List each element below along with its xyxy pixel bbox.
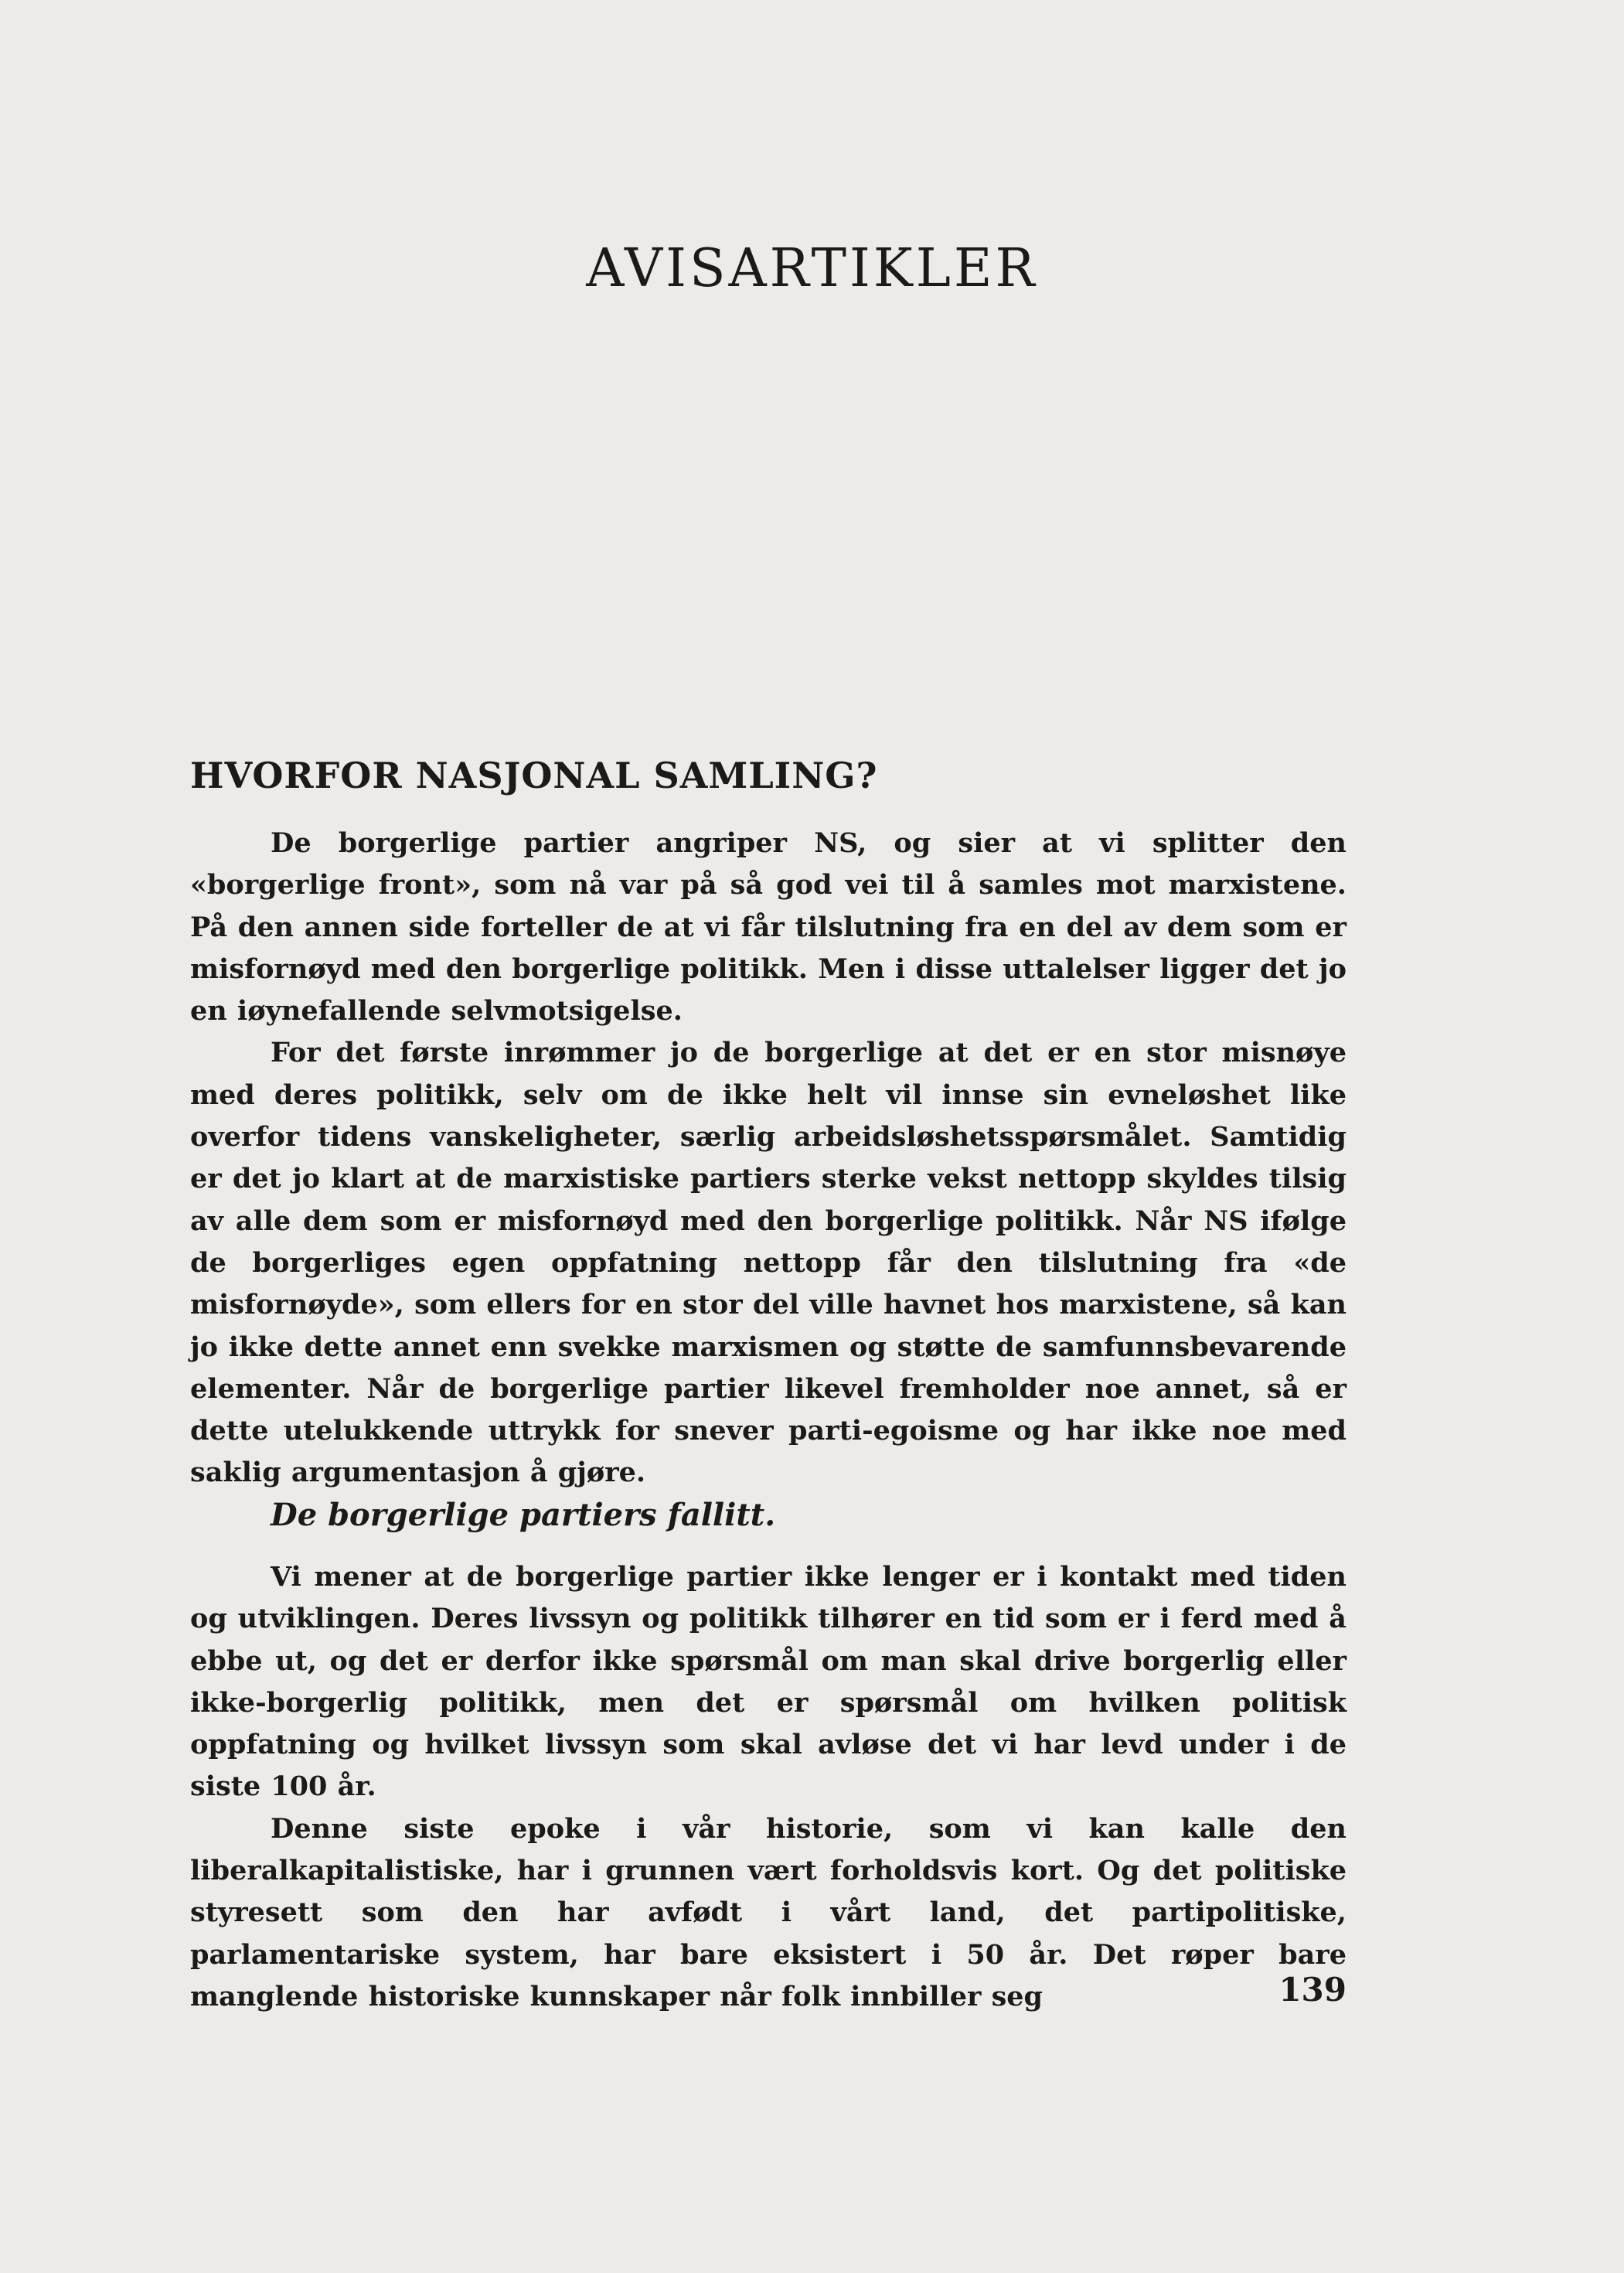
- article-body-part-2: [190, 1556, 1347, 2018]
- subheading: De borgerlige partiers fallitt.: [271, 1497, 776, 1533]
- paragraph: Denne siste epoke i vår historie, som vi kan kalle den liberalkapitalistiske, har i grunnen vært forholdsvis kort. Og det politiske styresett som den har avfødt i vårt land, det partipolitiske, parlamentariske system, har bare eksistert i 50 år. Det røper bare manglende historiske kunnskaper når folk innbiller seg: [190, 1812, 1347, 2012]
- page-number: 139: [1278, 1971, 1347, 2009]
- section-title: AVISARTIKLER: [586, 238, 1038, 299]
- article-body-part-1: [190, 823, 1347, 1494]
- article-title: HVORFOR NASJONAL SAMLING?: [190, 755, 878, 796]
- paragraph: Vi mener at de borgerlige partier ikke lenger er i kontakt med tiden og utviklingen. Deres livssyn og politikk tilhører en tid som er i ferd med å ebbe ut, og det er derfor ikke spørsmål om man skal drive borgerlig eller ikke-borgerlig politikk, men det er spørsmål om hvilken politisk oppfatning og hvilket livssyn som skal avløse det vi har levd under i de siste 100 år.: [190, 1561, 1347, 1803]
- paragraph: For det første inrømmer jo de borgerlige at det er en stor misnøye med deres politikk, selv om de ikke helt vil innse sin evneløshet like overfor tidens vanskeligheter, særlig arbeidsløshetsspørsmålet. Samtidig er det jo klart at de marxistiske partiers sterke vekst nettopp skyldes tilsig av alle dem som er misfornøyd med den borgerlige politikk. Når NS ifølge de borgerliges egen oppfatning nettopp får den tilslutning fra «de misfornøyde», som ellers for en stor del ville havnet hos marxistene, så kan jo ikke dette annet enn svekke marxismen og støtte de samfunnsbevarende elementer. Når de borgerlige partier likevel fremholder noe annet, så er dette utelukkende uttrykk for snever parti-egoisme og har ikke noe med saklig argumentasjon å gjøre.: [190, 1037, 1347, 1489]
- paragraph: De borgerlige partier angriper NS, og sier at vi splitter den «borgerlige front», som nå var på så god vei til å samles mot marxistene. På den annen side forteller de at vi får tilslutning fra en del av dem som er misfornøyd med den borgerlige politikk. Men i disse uttalelser ligger det jo en iøynefallende selvmotsigelse.: [190, 827, 1347, 1027]
